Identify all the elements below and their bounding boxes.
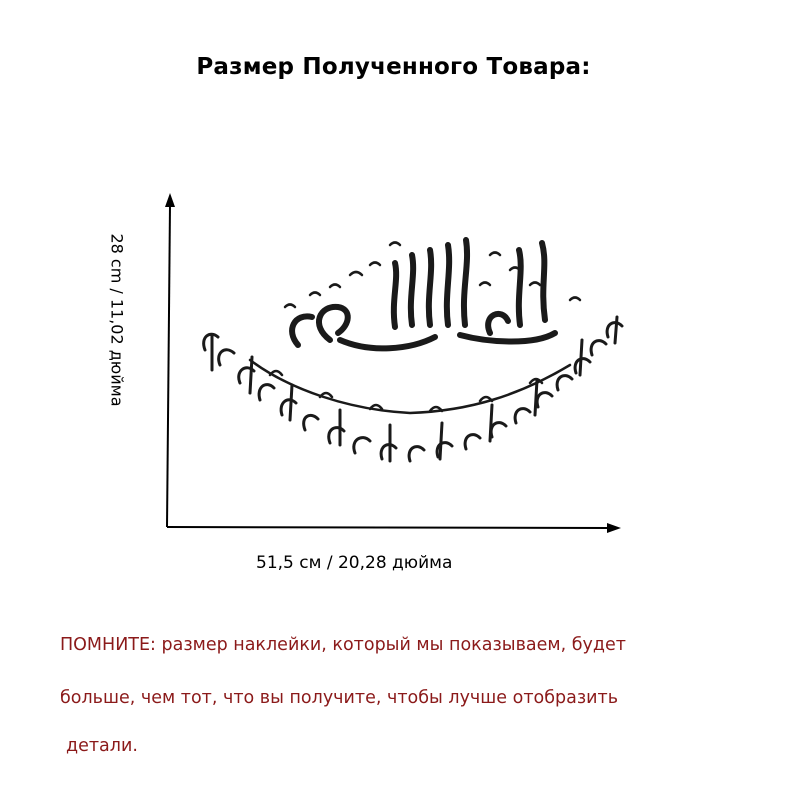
calligraphy-main-words (292, 240, 555, 348)
horizontal-axis (167, 527, 608, 528)
calligraphy-lower-arc (204, 317, 622, 461)
width-dimension-label: 51,5 см / 20,28 дюйма (256, 553, 453, 573)
calligraphy-middle-arc (250, 360, 570, 413)
horizontal-arrowhead (607, 523, 621, 533)
notice-line-2: больше, чем тот, что вы получите, чтобы лучше отобразить (60, 688, 619, 708)
vertical-axis (167, 205, 170, 527)
notice-line-3: детали. (66, 736, 138, 756)
page-title: Размер Полученного Товара: (196, 54, 591, 80)
height-dimension-label: 28 cm / 11,02 дюйма (107, 233, 127, 407)
calligraphy-artwork (190, 225, 635, 490)
vertical-arrowhead (165, 193, 175, 207)
notice-line-1: ПОМНИТЕ: размер наклейки, который мы показываем, будет (60, 635, 626, 655)
